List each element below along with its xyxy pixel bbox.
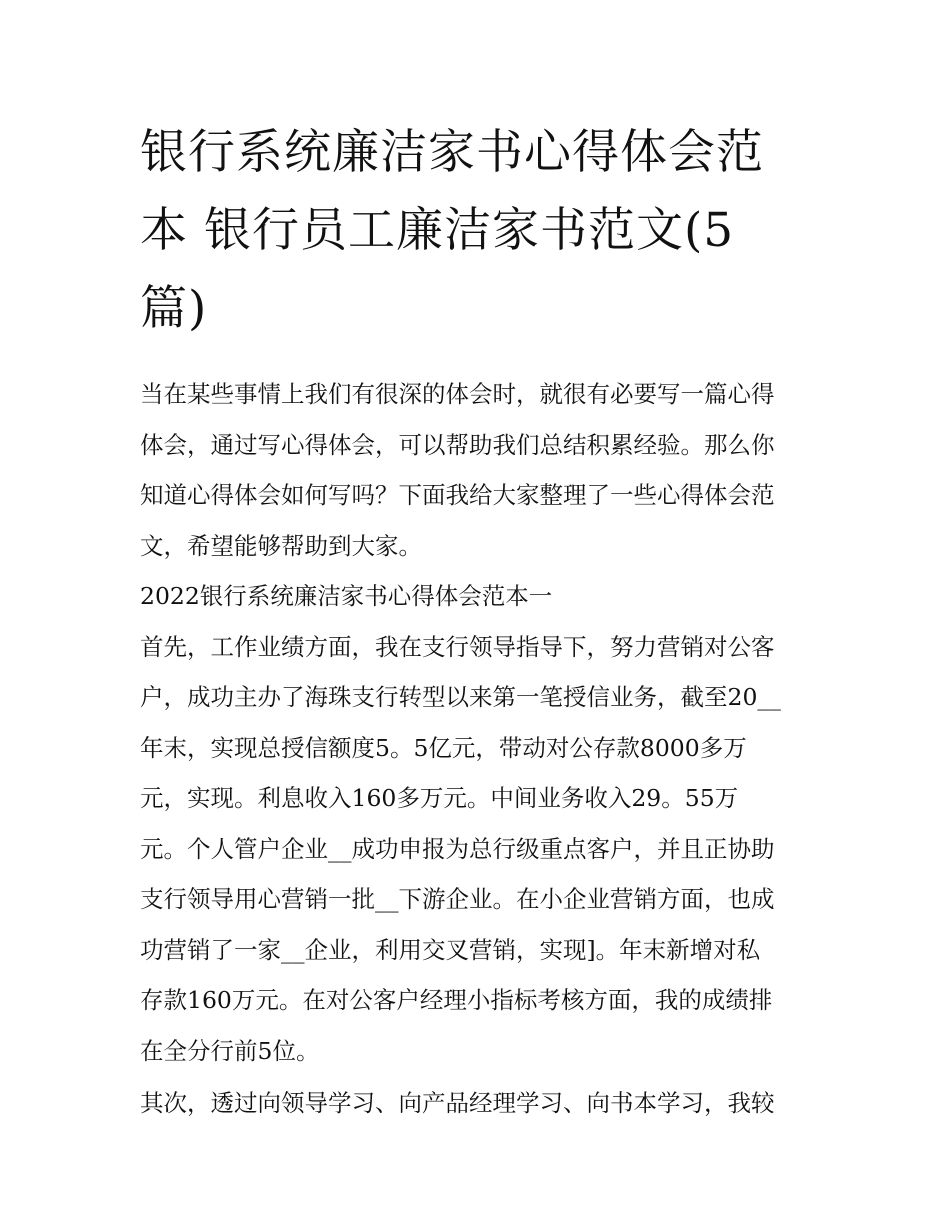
text-line: 其次，透过向领导学习、向产品经理学习、向书本学习，我较 <box>140 1089 775 1117</box>
intro-paragraph <box>140 369 820 571</box>
text-line: 知道心得体会如何写吗？下面我给大家整理了一些心得体会范 <box>140 481 775 509</box>
text-line: 元。个人管户企业__成功申报为总行级重点客户，并且正协助 <box>140 834 775 863</box>
text-line: 支行领导用心营销一批__下游企业。在小企业营销方面，也成 <box>140 885 775 913</box>
section-heading-text: 2022银行系统廉洁家书心得体会范本一 <box>140 582 553 610</box>
title-line: 篇) <box>140 281 208 336</box>
document-title <box>140 114 790 348</box>
section-heading <box>140 571 820 622</box>
text-line: 存款160万元。在对公客户经理小指标考核方面，我的成绩排 <box>140 986 773 1014</box>
text-line: 年末，实现总授信额度5。5亿元，带动对公存款8000多万 <box>140 733 747 762</box>
text-line: 在全分行前5位。 <box>140 1036 320 1065</box>
text-line: 当在某些事情上我们有很深的体会时，就很有必要写一篇心得 <box>140 380 775 408</box>
text-line: 户，成功主办了海珠支行转型以来第一笔授信业务，截至20__ <box>140 683 781 711</box>
text-line: 文，希望能够帮助到大家。 <box>140 531 422 560</box>
body-paragraph-2 <box>140 1078 820 1129</box>
text-line: 首先，工作业绩方面，我在支行领导指导下，努力营销对公客 <box>140 632 775 661</box>
body-paragraph-1 <box>140 622 820 1077</box>
title-line: 本 银行员工廉洁家书范文(5 <box>140 203 735 258</box>
text-line: 元，实现。利息收入160多万元。中间业务收入29。55万 <box>140 784 739 812</box>
document-body <box>140 114 820 1129</box>
text-line: 体会，通过写心得体会，可以帮助我们总结积累经验。那么你 <box>140 430 775 459</box>
title-line: 银行系统廉洁家书心得体会范 <box>140 125 764 180</box>
text-line: 功营销了一家__企业，利用交叉营销，实现]。年末新增对私 <box>140 935 761 964</box>
